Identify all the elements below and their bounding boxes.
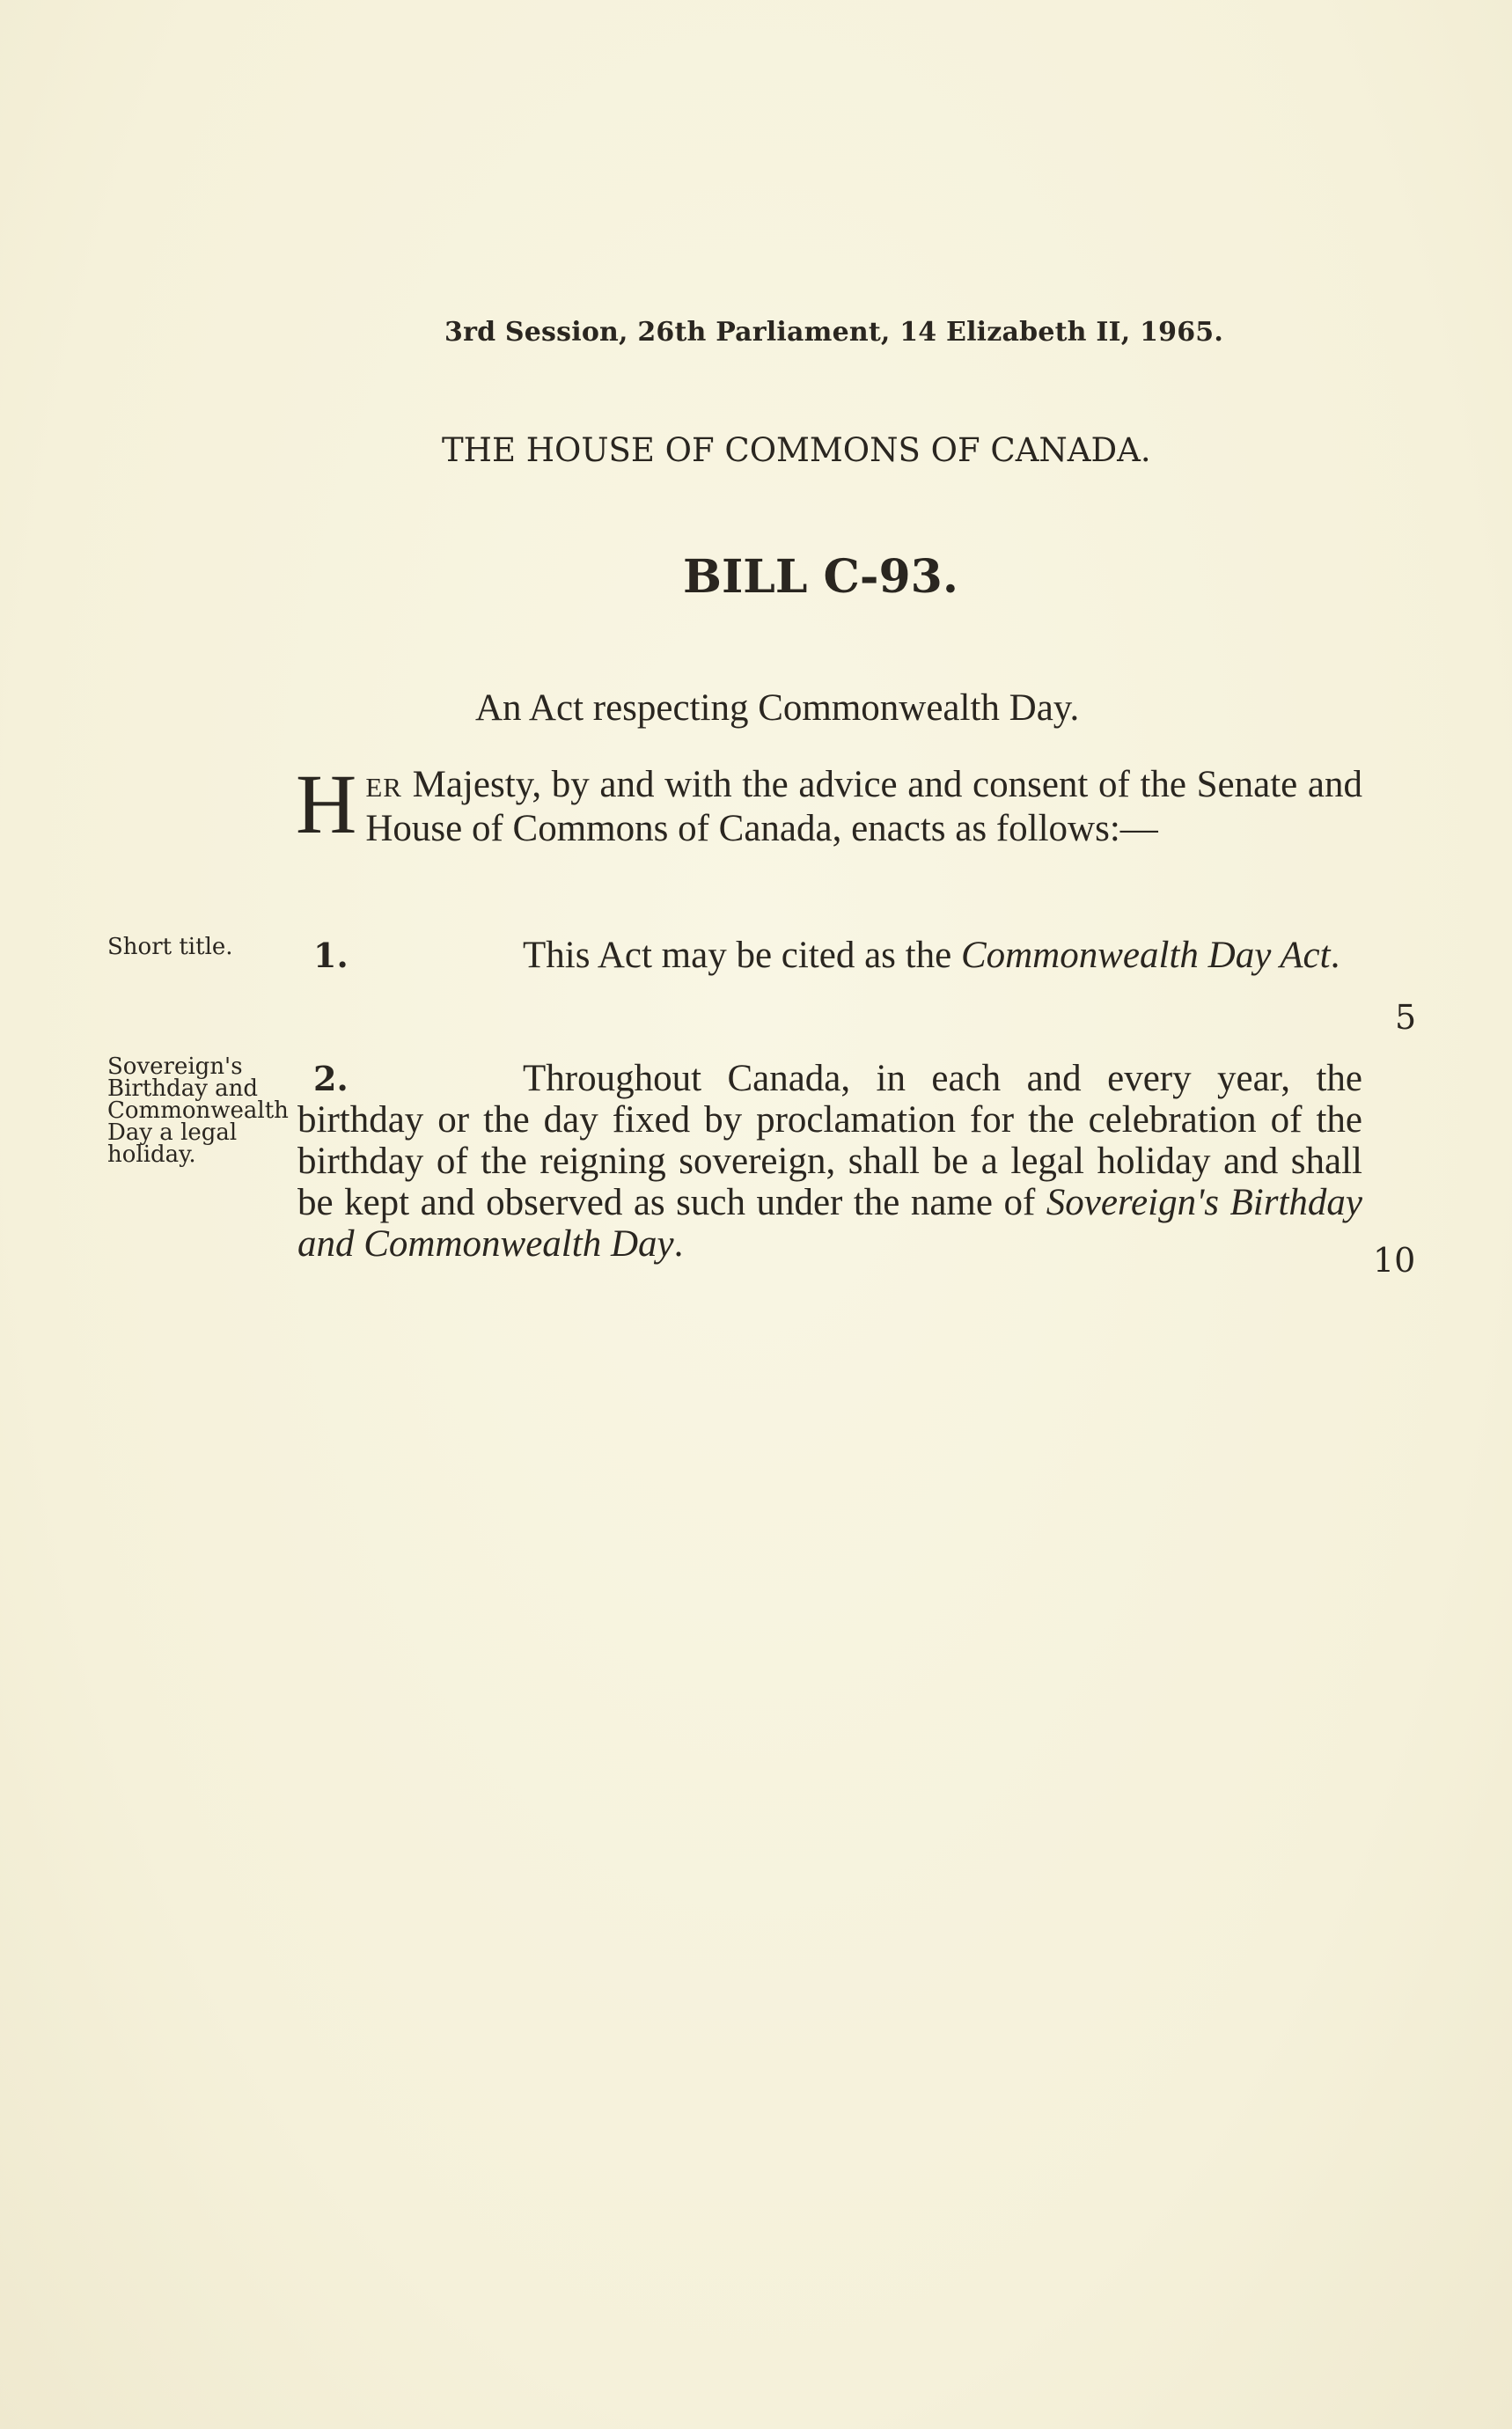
- session-header: 3rd Session, 26th Parliament, 14 Elizabeth II, 1965.: [444, 317, 1224, 348]
- section-italic: Commonwealth Day Act: [960, 935, 1331, 976]
- section-italic: Sovereign's Birthday and Commonwealth Day: [297, 1182, 1362, 1265]
- section-1: [297, 935, 1362, 976]
- house-heading: THE HOUSE OF COMMONS OF CANADA.: [442, 431, 1151, 469]
- line-number-5: 5: [1395, 998, 1417, 1037]
- enacting-clause: [296, 757, 1362, 851]
- section-number: 2.: [313, 1059, 349, 1098]
- enacting-smallcaps: ER: [365, 772, 402, 803]
- section-text: This Act may be cited as the: [523, 935, 961, 976]
- section-number: 1.: [313, 936, 349, 975]
- drop-capital: H: [296, 757, 357, 851]
- section-text: Throughout Canada, in each and every year, the birthday or the day fixed by proclamation for the celebration of the birthday of the reigning sovereign, shall be a legal holiday and shall be kept and observed as such under the name of: [297, 1058, 1362, 1223]
- margin-note-legal-holiday: Sovereign's Birthday and Commonwealth Day a legal holiday.: [107, 1053, 289, 1168]
- section-text-end: .: [673, 1223, 684, 1265]
- bill-number: BILL C-93.: [683, 550, 958, 604]
- act-title: An Act respecting Commonwealth Day.: [475, 687, 1080, 729]
- margin-note-short-title: Short title.: [107, 934, 233, 960]
- section-text-end: .: [1330, 935, 1340, 976]
- section-2: [297, 1058, 1362, 1265]
- line-number-10: 10: [1373, 1241, 1416, 1280]
- enacting-text: Majesty, by and with the advice and consent of the Senate and House of Commons of Canada, enacts as follows:—: [365, 764, 1362, 849]
